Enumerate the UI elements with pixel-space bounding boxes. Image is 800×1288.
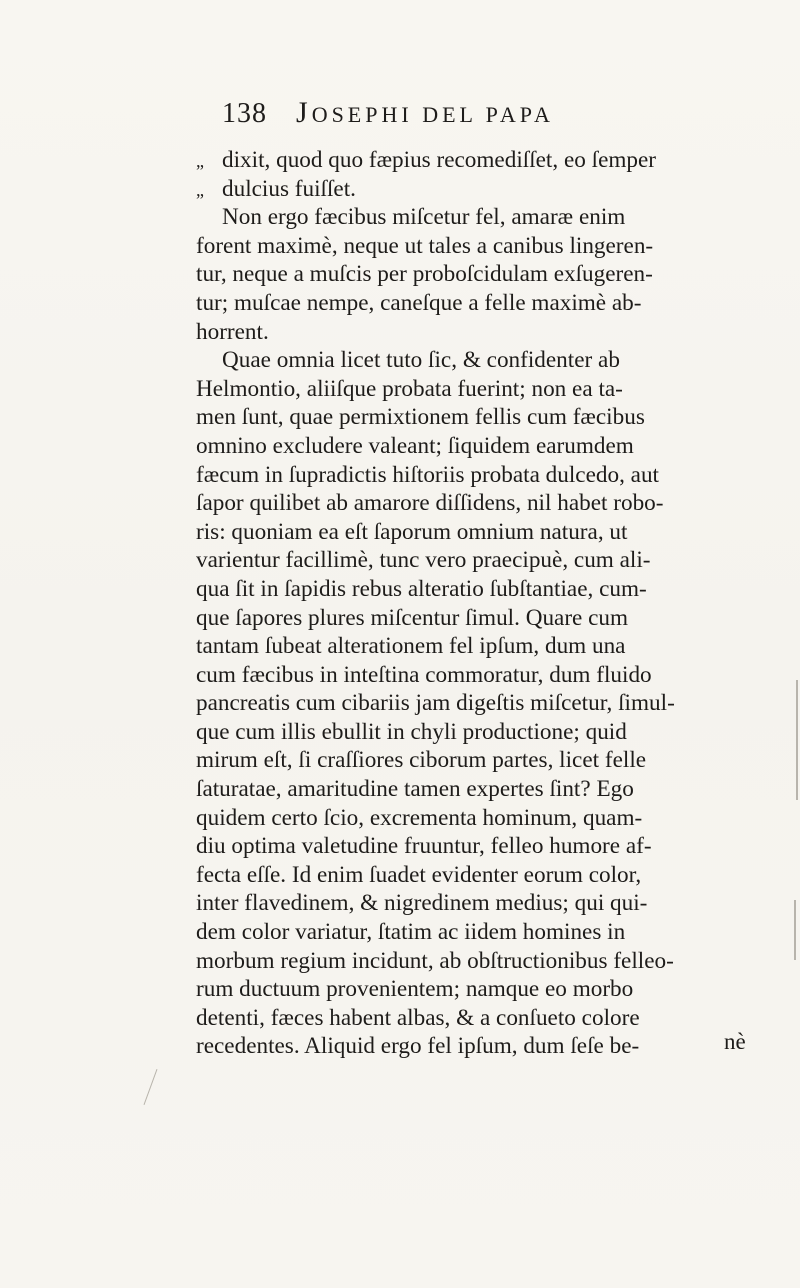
- text-line: dem color variatur, ſtatim ac iidem homines in: [196, 919, 626, 946]
- text-line: men ſunt, quae permixtionem fellis cum fæcibus: [196, 404, 645, 431]
- running-head-rest: OSEPHI DEL PAPA: [311, 102, 554, 127]
- running-head: [296, 96, 554, 130]
- text-line: ris: quoniam ea eſt ſaporum omnium natura, ut: [196, 518, 628, 545]
- text-line: Helmontio, aliiſque probata fuerint; non ea ta-: [196, 375, 623, 402]
- text-line: omnino excludere valeant; ſiquidem earumdem: [196, 432, 634, 459]
- text-line: tur; muſcae nempe, caneſque a felle maximè ab-: [196, 289, 642, 316]
- text-line: recedentes. Aliquid ergo fel ipſum, dum ſeſe be-: [196, 1033, 640, 1060]
- text-line: horrent.: [196, 318, 269, 345]
- text-line: [196, 146, 756, 175]
- text-line: tantam ſubeat alterationem fel ipſum, dum una: [196, 633, 626, 660]
- text-line: ſapor quilibet ab amarore diſſidens, nil habet robo-: [196, 490, 664, 517]
- text-line: que ſapores plures miſcentur ſimul. Quare cum: [196, 604, 629, 631]
- quote-mark: „: [196, 151, 204, 171]
- running-head-initial: J: [296, 96, 312, 129]
- text-line: mirum eſt, ſi craſſiores ciborum partes, licet felle: [196, 747, 647, 774]
- text-line: que cum illis ebullit in chyli productione; quid: [196, 718, 627, 745]
- text-line: tur, neque a muſcis per proboſcidulam exſugeren-: [196, 261, 653, 288]
- text-line: inter flavedinem, & nigredinem medius; qui qui-: [196, 890, 648, 917]
- text-line: quidem certo ſcio, excrementa hominum, quam-: [196, 804, 643, 831]
- text-line: cum fæcibus in inteſtina commoratur, dum fluido: [196, 661, 652, 688]
- body-text: [196, 146, 756, 1061]
- line-text: dixit, quod quo fæpius recomediſſet, eo ſemper: [222, 147, 657, 173]
- margin-smudge: [144, 1069, 158, 1105]
- catchword: nè: [724, 1029, 746, 1054]
- text-line: fecta eſſe. Id enim ſuadet evidenter eorum color,: [196, 861, 642, 888]
- text-line: varientur facillimè, tunc vero praecipuè, cum ali-: [196, 547, 651, 574]
- text-line: diu optima valetudine fruuntur, felleo humore af-: [196, 833, 652, 860]
- text-line: detenti, fæces habent albas, & a conſueto colore: [196, 1004, 640, 1031]
- text-line: fæcum in ſupradictis hiſtoriis probata dulcedo, aut: [196, 461, 660, 488]
- margin-smudge: [796, 680, 798, 800]
- text-line: rum ductuum provenientem; namque eo morbo: [196, 976, 634, 1003]
- text-line: morbum regium incidunt, ab obſtructionibus felleo-: [196, 947, 674, 974]
- text-line: pancreatis cum cibariis jam digeſtis miſcetur, ſimul-: [196, 690, 675, 717]
- line-text: dulcius fuiſſet.: [222, 175, 356, 202]
- text-line: [196, 175, 756, 204]
- text-line: Quae omnia licet tuto ſic, & confidenter ab: [222, 347, 620, 374]
- text-line: forent maximè, neque ut tales a canibus lingeren-: [196, 232, 654, 259]
- margin-smudge: [794, 900, 796, 960]
- quote-mark: „: [196, 179, 204, 200]
- text-line: ſaturatae, amaritudine tamen expertes ſint? Ego: [196, 776, 634, 803]
- page-header: [222, 96, 662, 140]
- text-line: qua ſit in ſapidis rebus alteratio ſubſtantiae, cum-: [196, 575, 647, 602]
- text-line: Non ergo fæcibus miſcetur fel, amaræ enim: [222, 204, 626, 231]
- page-number: 138: [222, 98, 267, 129]
